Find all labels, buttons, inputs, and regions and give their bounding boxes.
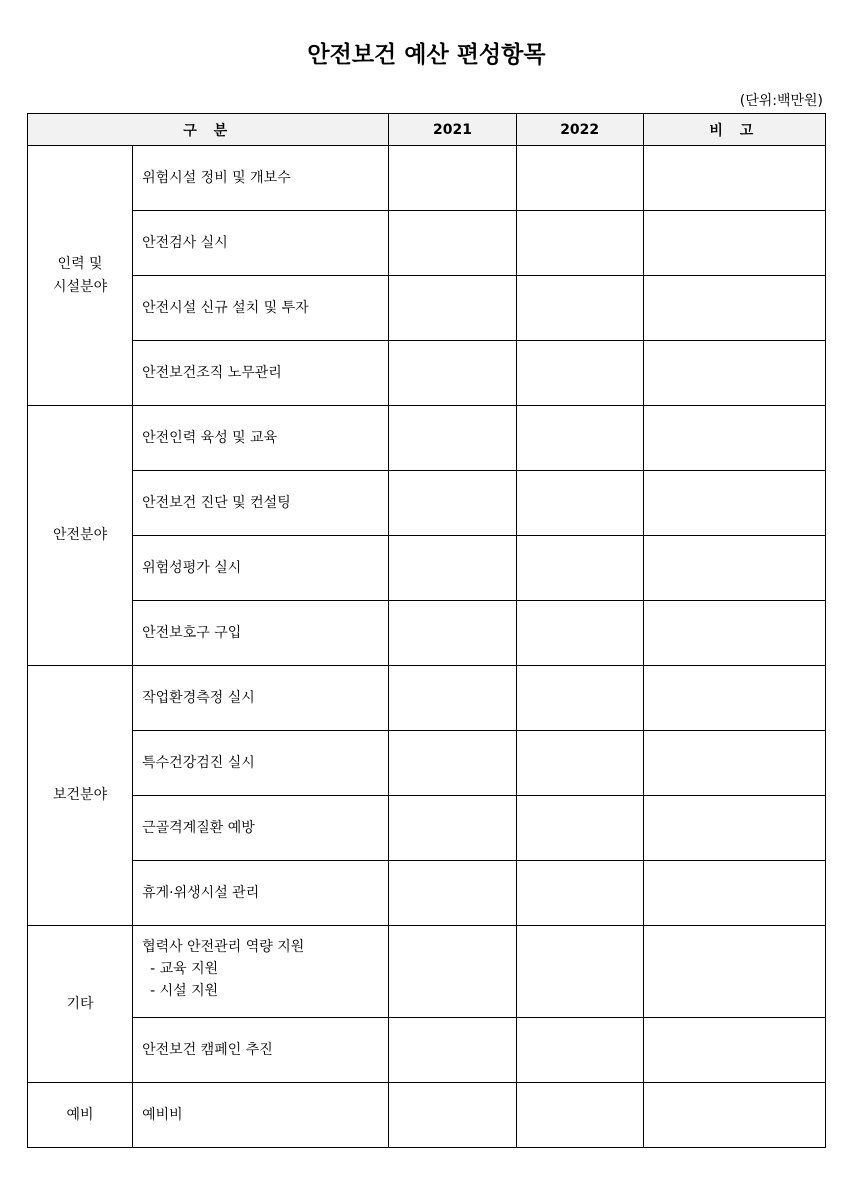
item-name: 안전보호구 구입 [133,601,389,666]
cell-note[interactable] [643,471,825,536]
cell-2022[interactable] [516,1018,643,1083]
table-row [28,471,826,536]
item-name: 위험시설 정비 및 개보수 [133,146,389,211]
item-name: 특수건강검진 실시 [133,731,389,796]
item-name: 협력사 안전관리 역량 지원 [142,939,305,955]
cell-2021[interactable] [389,146,516,211]
budget-table [27,113,826,1148]
cell-note[interactable] [643,211,825,276]
item-name: 안전시설 신규 설치 및 투자 [133,276,389,341]
cell-2022[interactable] [516,731,643,796]
header-note: 비 고 [643,114,825,146]
cell-2021[interactable] [389,1018,516,1083]
cell-2022[interactable] [516,341,643,406]
unit-label: (단위:백만원) [739,93,823,109]
cell-note[interactable] [643,601,825,666]
cell-2022[interactable] [516,601,643,666]
cell-note[interactable] [643,861,825,926]
cell-2021[interactable] [389,666,516,731]
cell-note[interactable] [643,666,825,731]
document-title: 안전보건 예산 편성항목 [307,42,546,68]
cell-note[interactable] [643,731,825,796]
cell-2021[interactable] [389,406,516,471]
table-row [28,796,826,861]
table-row [28,666,826,731]
item-name: 안전보건조직 노무관리 [133,341,389,406]
cell-2021[interactable] [389,926,516,1018]
cell-note[interactable] [643,926,825,1018]
cell-note[interactable] [643,796,825,861]
cell-2021[interactable] [389,276,516,341]
sub-item: - 교육 지원 [150,961,219,977]
section-label-health: 보건분야 [28,666,133,926]
cell-2022[interactable] [516,471,643,536]
table-row [28,406,826,471]
item-name: 작업환경측정 실시 [133,666,389,731]
cell-note[interactable] [643,276,825,341]
cell-note[interactable] [643,536,825,601]
table-row [28,731,826,796]
cell-2022[interactable] [516,406,643,471]
section-label-line2: 시설분야 [53,278,108,295]
cell-2022[interactable] [516,1083,643,1148]
item-name: 안전보건 진단 및 컨설팅 [133,471,389,536]
cell-2021[interactable] [389,341,516,406]
item-name: 안전보건 캠페인 추진 [133,1018,389,1083]
cell-2021[interactable] [389,861,516,926]
cell-2021[interactable] [389,731,516,796]
cell-note[interactable] [643,1083,825,1148]
cell-2022[interactable] [516,796,643,861]
cell-2022[interactable] [516,666,643,731]
item-name: 위험성평가 실시 [133,536,389,601]
item-name-with-subitems [133,926,389,1018]
section-label-other: 기타 [28,926,133,1083]
cell-note[interactable] [643,341,825,406]
header-row [28,114,826,146]
table-row [28,861,826,926]
item-name: 안전인력 육성 및 교육 [133,406,389,471]
item-name: 예비비 [133,1083,389,1148]
item-name: 휴게·위생시설 관리 [133,861,389,926]
table-row [28,276,826,341]
table-row [28,926,826,1018]
cell-2021[interactable] [389,1083,516,1148]
header-year-2021: 2021 [389,114,516,146]
table-row [28,341,826,406]
section-label-reserve: 예비 [28,1083,133,1148]
cell-2021[interactable] [389,601,516,666]
header-category: 구 분 [28,114,389,146]
table-row [28,1018,826,1083]
table-row [28,536,826,601]
cell-2022[interactable] [516,276,643,341]
header-year-2022: 2022 [516,114,643,146]
cell-2022[interactable] [516,861,643,926]
table-row [28,211,826,276]
section-label-facility [28,146,133,406]
cell-2021[interactable] [389,471,516,536]
cell-2022[interactable] [516,926,643,1018]
table-row [28,601,826,666]
item-name: 근골격계질환 예방 [133,796,389,861]
section-label-line1: 인력 및 [57,255,103,272]
table-row [28,146,826,211]
cell-note[interactable] [643,146,825,211]
cell-note[interactable] [643,406,825,471]
item-name: 안전검사 실시 [133,211,389,276]
cell-2021[interactable] [389,796,516,861]
cell-2022[interactable] [516,536,643,601]
cell-2021[interactable] [389,211,516,276]
cell-2022[interactable] [516,211,643,276]
cell-2021[interactable] [389,536,516,601]
table-row [28,1083,826,1148]
sub-item: - 시설 지원 [150,983,219,999]
section-label-safety: 안전분야 [28,406,133,666]
cell-2022[interactable] [516,146,643,211]
cell-note[interactable] [643,1018,825,1083]
